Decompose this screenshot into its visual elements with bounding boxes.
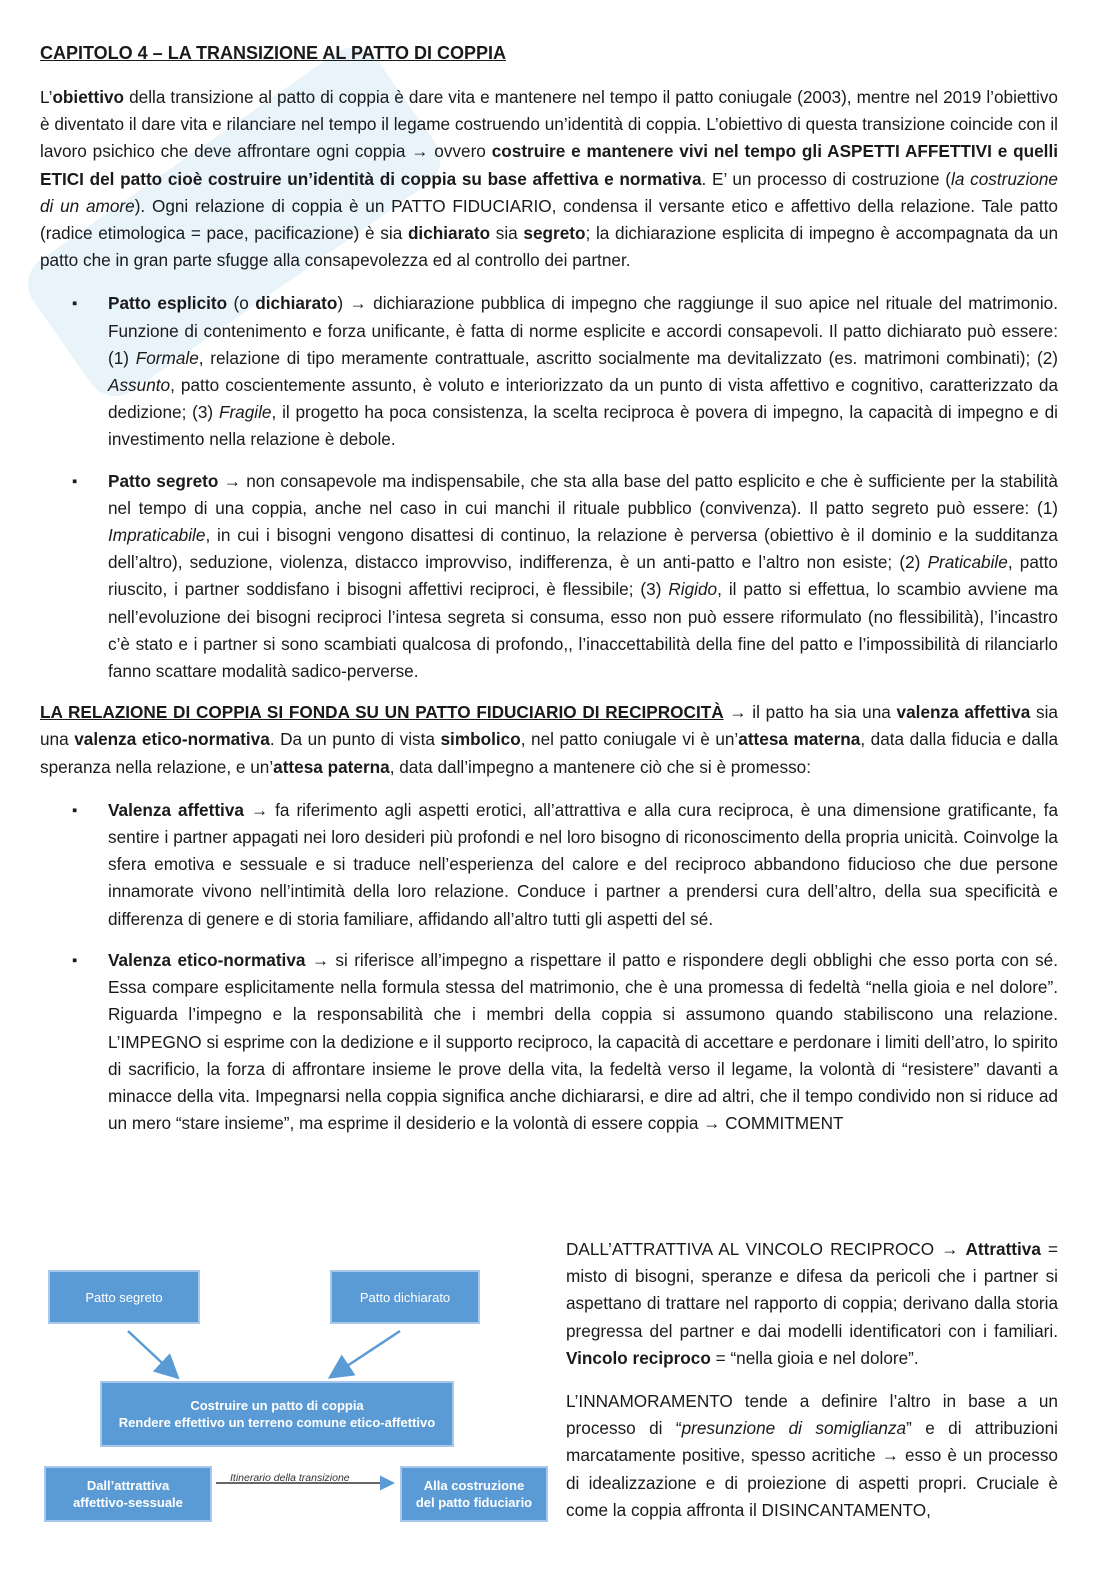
fiduciary-pact-box: Alla costruzione del patto fiduciario xyxy=(400,1466,548,1522)
list-item: ▪ Valenza affettiva → fa riferimento agli aspetti erotici, all’attrattiva e alla cura reciproca, è una dimensione gratificante, fa sentire i partner appagati nei loro desideri più profondi e nel loro bisogno di riconoscimento della propria unicità. Coinvolge la sfera emotiva e sessuale e si traduce nell’esperienza del calore e del reciproco abbandono fiducioso che due persone innamorate vivono nell’intimità della loro relazione. Conduce i partner a prendersi cura dell’altro, della sua specificità e differenza di genere e di storia familiare, affidando all’altro tutti gli aspetti del sé. xyxy=(40,797,1058,933)
bottom-section xyxy=(40,1236,1058,1536)
list-item: ▪ Valenza etico-normativa → si riferisce all’impegno a rispettare il patto e rispondere degli obblighi che esso porta con sé. Essa compare esplicitamente nella formula stessa del matrimonio, che è una promessa di fedeltà “nella gioia e nel dolore”. Riguarda l’impegno e la responsabilità che i membri della coppia si assumono quando stabiliscono una relazione. L’IMPEGNO si esprime con la dedizione e il supporto reciproco, la capacità di accettare e perdonare i limiti dell’atro, lo spirito di sacrificio, la forza di affrontare insieme le prove della vita, la fedeltà verso il legame, la volontà di “resistere” davanti a minacce della vita. Impegnarsi nella coppia significa anche dichiararsi, e dire ad altri, che il tempo condivido non si riduce ad un mero “stare insieme”, ma esprime il desiderio e la volontà di essere coppia → COMMITMENT xyxy=(40,947,1058,1137)
chapter-title: CAPITOLO 4 – LA TRANSIZIONE AL PATTO DI COPPIA xyxy=(40,43,507,63)
transition-arrow-label: Itinerario della transizione xyxy=(230,1472,350,1484)
falling-in-love-paragraph: L’INNAMORAMENTO tende a definire l’altro in base a un processo di “presunzione di somiglianza” e di attribuzioni marcatamente positive, spesso acritiche → esso è un processo di idealizzazione e di proiezione di aspetti propri. Cruciale è come la coppia affronta il DISINCANTAMENTO, xyxy=(566,1391,1058,1520)
list-item: ▪ Patto esplicito (o dichiarato) → dichiarazione pubblica di impegno che raggiunge il suo apice nel rituale del matrimonio. Funzione di contenimento e forza unificante, è fatta di norme esplicite e accordi consapevoli. Il patto dichiarato può essere: (1) Formale, relazione di tipo meramente contrattuale, ascritto socialmente ma devitalizzato (es. matrimoni combinati); (2) Assunto, patto coscientemente assunto, è voluto e interiorizzato da un punto di vista affettivo e cognitivo, caratterizzato da dedizione; (3) Fragile, il progetto ha poca consistenza, la scelta reciproca è povera di impegno, la capacità di impegno e di investimento nella relazione è debole. xyxy=(40,290,1058,453)
attraction-paragraph: DALL’ATTRATTIVA AL VINCOLO RECIPROCO → Attrattiva = misto di bisogni, speranze e difesa da pericoli che i partner si aspettano di trattare nel rapporto di coppia; derivano dalla storia pregressa del partner e dai modelli identificatori con i familiari. Vincolo reciproco = “nella gioia e nel dolore”. xyxy=(566,1239,1059,1368)
intro-paragraph: L’obiettivo della transizione al patto di coppia è dare vita e mantenere nel tempo il patto coniugale (2003), mentre nel 2019 l’obiettivo è diventato il dare vita e rilanciare nel tempo il legame costruendo un’identità di coppia. L’obiettivo di questa transizione coincide con il lavoro psichico che deve affrontare ogni coppia → ovvero costruire e mantenere vivi nel tempo gli ASPETTI AFFETTIVI e quelli ETICI del patto cioè costruire un’identità di coppia su base affettiva e normativa. E’ un processo di costruzione (la costruzione di un amore). Ogni relazione di coppia è un PATTO FIDUCIARIO, condensa il versante etico e affettivo della relazione. Tale patto (radice etimologica = pace, pacificazione) è sia dichiarato sia segreto; la dichiarazione esplicita di impegno è accompagnata da un patto che in gran parte sfugge alla consapevolezza ed al controllo dei partner. xyxy=(40,87,1059,271)
pact-types-list xyxy=(40,290,1058,685)
declared-pact-box: Patto dichiarato xyxy=(330,1270,480,1324)
transition-diagram xyxy=(40,1236,550,1526)
side-text xyxy=(566,1236,1058,1524)
valence-list xyxy=(40,797,1058,1137)
relationship-paragraph: LA RELAZIONE DI COPPIA SI FONDA SU UN PATTO FIDUCIARIO DI RECIPROCITÀ → il patto ha sia una valenza affettiva sia una valenza etico-normativa. Da un punto di vista simbolico, nel patto coniugale vi è un’attesa materna, data dalla fiducia e dalla speranza nella relazione, e un’attesa paterna, data dall’impegno a mantenere ciò che si è promesso: xyxy=(40,702,1059,777)
document-page xyxy=(40,40,1059,1520)
attraction-box: Dall’attrattiva affettivo-sessuale xyxy=(44,1466,212,1522)
secret-pact-box: Patto segreto xyxy=(48,1270,200,1324)
build-pact-box: Costruire un patto di coppia Rendere effettivo un terreno comune etico-affettivo xyxy=(100,1381,454,1447)
list-item: ▪ Patto segreto → non consapevole ma indispensabile, che sta alla base del patto esplicito e che è sufficiente per la stabilità nel tempo di una coppia, anche nel caso in cui manchi il rituale pubblico (convivenza). Il patto segreto può essere: (1) Impraticabile, in cui i bisogni vengono disattesi di continuo, la relazione è perversa (obiettivo è il dominio e la sudditanza dell’altro), seduzione, violenza, distacco improvviso, indifferenza, è un anti-patto e l’altro non esiste; (2) Praticabile, patto riuscito, i partner soddisfano i bisogni affettivi reciproci, è flessibile; (3) Rigido, il patto si effettua, lo scambio avviene ma nell’evoluzione dei bisogni reciproci l’intesa segreta si consuma, esso non può essere riformulato (no flessibilità), l’incastro c’è stato e i partner si sono scambiati qualcosa di profondo,, l’inaccettabilità della fine del patto e l’impossibilità di rilanciarlo fanno scattare modalità sadico-perverse. xyxy=(40,468,1058,686)
